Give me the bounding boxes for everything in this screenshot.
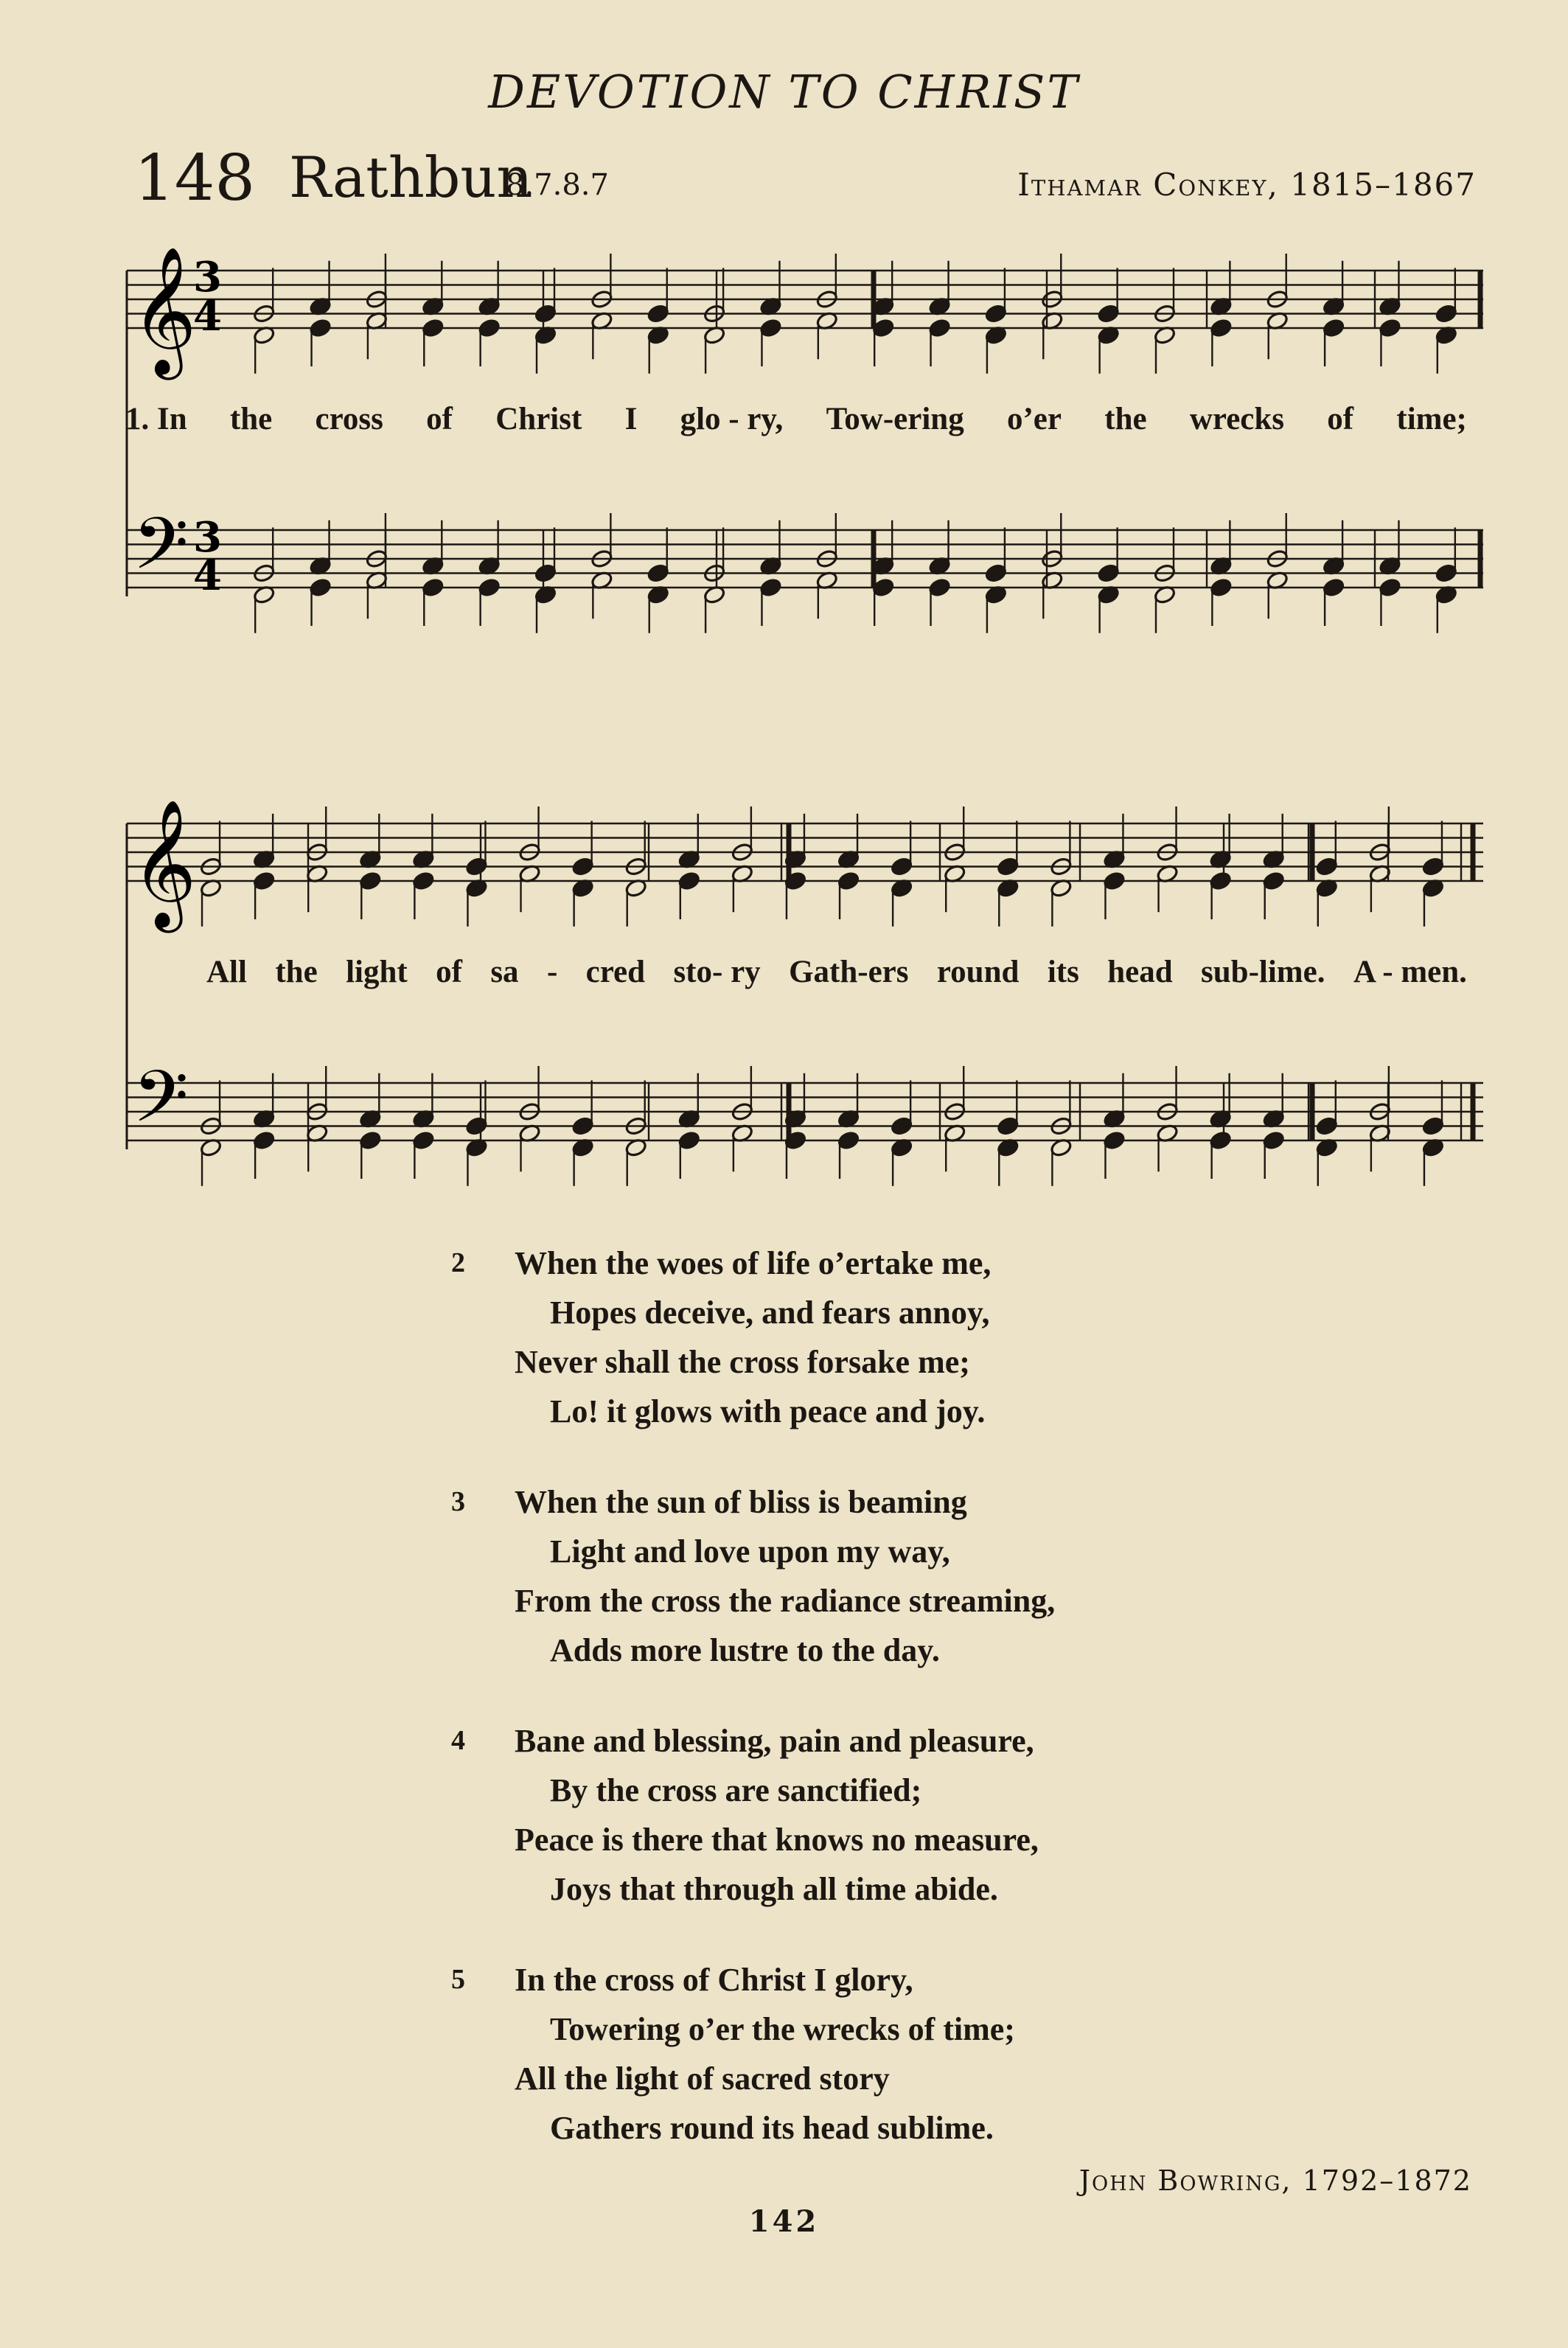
stanza-line: Peace is there that knows no measure, — [515, 1822, 1039, 1858]
lyric-syllable: sa — [490, 955, 519, 989]
lyric-syllable: glo - ry, — [680, 402, 784, 436]
stanza-number: 4 — [451, 1725, 465, 1756]
lyric-syllable: wrecks — [1189, 402, 1285, 436]
lyric-syllable: time; — [1396, 402, 1467, 436]
lyric-syllable: A - men. — [1353, 955, 1467, 989]
stanza-line: Gathers round its head sublime. — [550, 2110, 994, 2146]
composer-credit: Ithamar Conkey, 1815–1867 — [1017, 167, 1477, 203]
stanza-line: Hopes deceive, and fears annoy, — [550, 1295, 990, 1331]
stanza — [451, 1477, 1056, 1675]
treble-clef-icon: 𝄞 — [131, 799, 197, 927]
section-title: DEVOTION TO CHRIST — [488, 65, 1080, 119]
time-signature-bass-bottom: 4 — [193, 551, 222, 600]
stanza-line: Joys that through all time abide. — [550, 1871, 998, 1907]
lyric-syllable: Gath-ers — [789, 955, 909, 989]
stanza-number: 2 — [451, 1247, 465, 1278]
stanza — [451, 1716, 1055, 1914]
stanza-line: By the cross are sanctified; — [550, 1772, 922, 1808]
lyric-syllable: its — [1047, 955, 1079, 989]
lyric-syllable: of — [436, 955, 462, 989]
stanza-line: In the cross of Christ I glory, — [515, 1962, 913, 1998]
author-credit: John Bowring, 1792–1872 — [1079, 2164, 1472, 2197]
stanza-line: Lo! it glows with peace and joy. — [550, 1393, 986, 1429]
lyric-syllable: o’er — [1006, 402, 1062, 436]
lyric-syllable: 1. In — [125, 402, 187, 436]
stanza-line: Towering o’er the wrecks of time; — [550, 2011, 1015, 2047]
lyric-syllable: head — [1107, 955, 1173, 989]
stanza-line: Light and love upon my way, — [550, 1533, 950, 1570]
lyric-syllable: of — [426, 402, 453, 436]
stanza-line: Bane and blessing, pain and pleasure, — [515, 1723, 1034, 1759]
treble-clef-icon: 𝄞 — [131, 246, 197, 375]
bass-clef-icon: 𝄢 — [133, 501, 189, 603]
lyric-syllable: of — [1327, 402, 1354, 436]
stanza-line: From the cross the radiance streaming, — [515, 1583, 1056, 1619]
tune-name: Rathbun — [289, 144, 533, 210]
bass-clef-icon: 𝄢 — [133, 1054, 189, 1156]
lyric-syllable: - — [546, 955, 558, 989]
stanza-line: When the sun of bliss is beaming — [515, 1484, 967, 1520]
stanza — [451, 1239, 1055, 1436]
stanza-line: Never shall the cross forsake me; — [515, 1344, 970, 1380]
lyric-syllable: round — [936, 955, 1020, 989]
notes — [199, 254, 1457, 1186]
lyrics-line-2 — [125, 954, 1467, 990]
lyric-syllable: sub-lime. — [1201, 955, 1325, 989]
lyric-syllable: Christ — [495, 402, 582, 436]
time-signature-treble-top: 3 — [193, 253, 222, 302]
stanza-number: 3 — [451, 1486, 465, 1517]
page-number: 142 — [748, 2204, 820, 2239]
lyric-syllable: sto- ry — [673, 955, 761, 989]
stanza — [451, 1955, 1055, 2153]
stanza-line: Adds more lustre to the day. — [550, 1632, 940, 1668]
time-signature-treble-bottom: 4 — [193, 292, 222, 341]
hymn-number: 148 — [134, 142, 256, 215]
lyric-syllable: All — [206, 955, 247, 989]
lyrics-line-1 — [125, 401, 1467, 437]
meter: 8.7.8.7 — [506, 168, 609, 202]
stanzas — [451, 1239, 1056, 2194]
lyric-syllable: the — [275, 955, 318, 989]
lyric-syllable: Tow-ering — [826, 402, 964, 436]
lyric-syllable: light — [346, 955, 408, 989]
lyric-syllable: I — [624, 402, 638, 436]
lyric-syllable: cred — [585, 955, 646, 989]
lyric-syllable: the — [229, 402, 273, 436]
lyric-syllable: cross — [315, 402, 383, 436]
time-signature-bass-top: 3 — [193, 513, 222, 562]
stanza-line: When the woes of life o’ertake me, — [515, 1245, 992, 1281]
stanza-line: All the light of sacred story — [515, 2060, 890, 2097]
lyric-syllable: the — [1104, 402, 1147, 436]
stanza-number: 5 — [451, 1964, 465, 1995]
